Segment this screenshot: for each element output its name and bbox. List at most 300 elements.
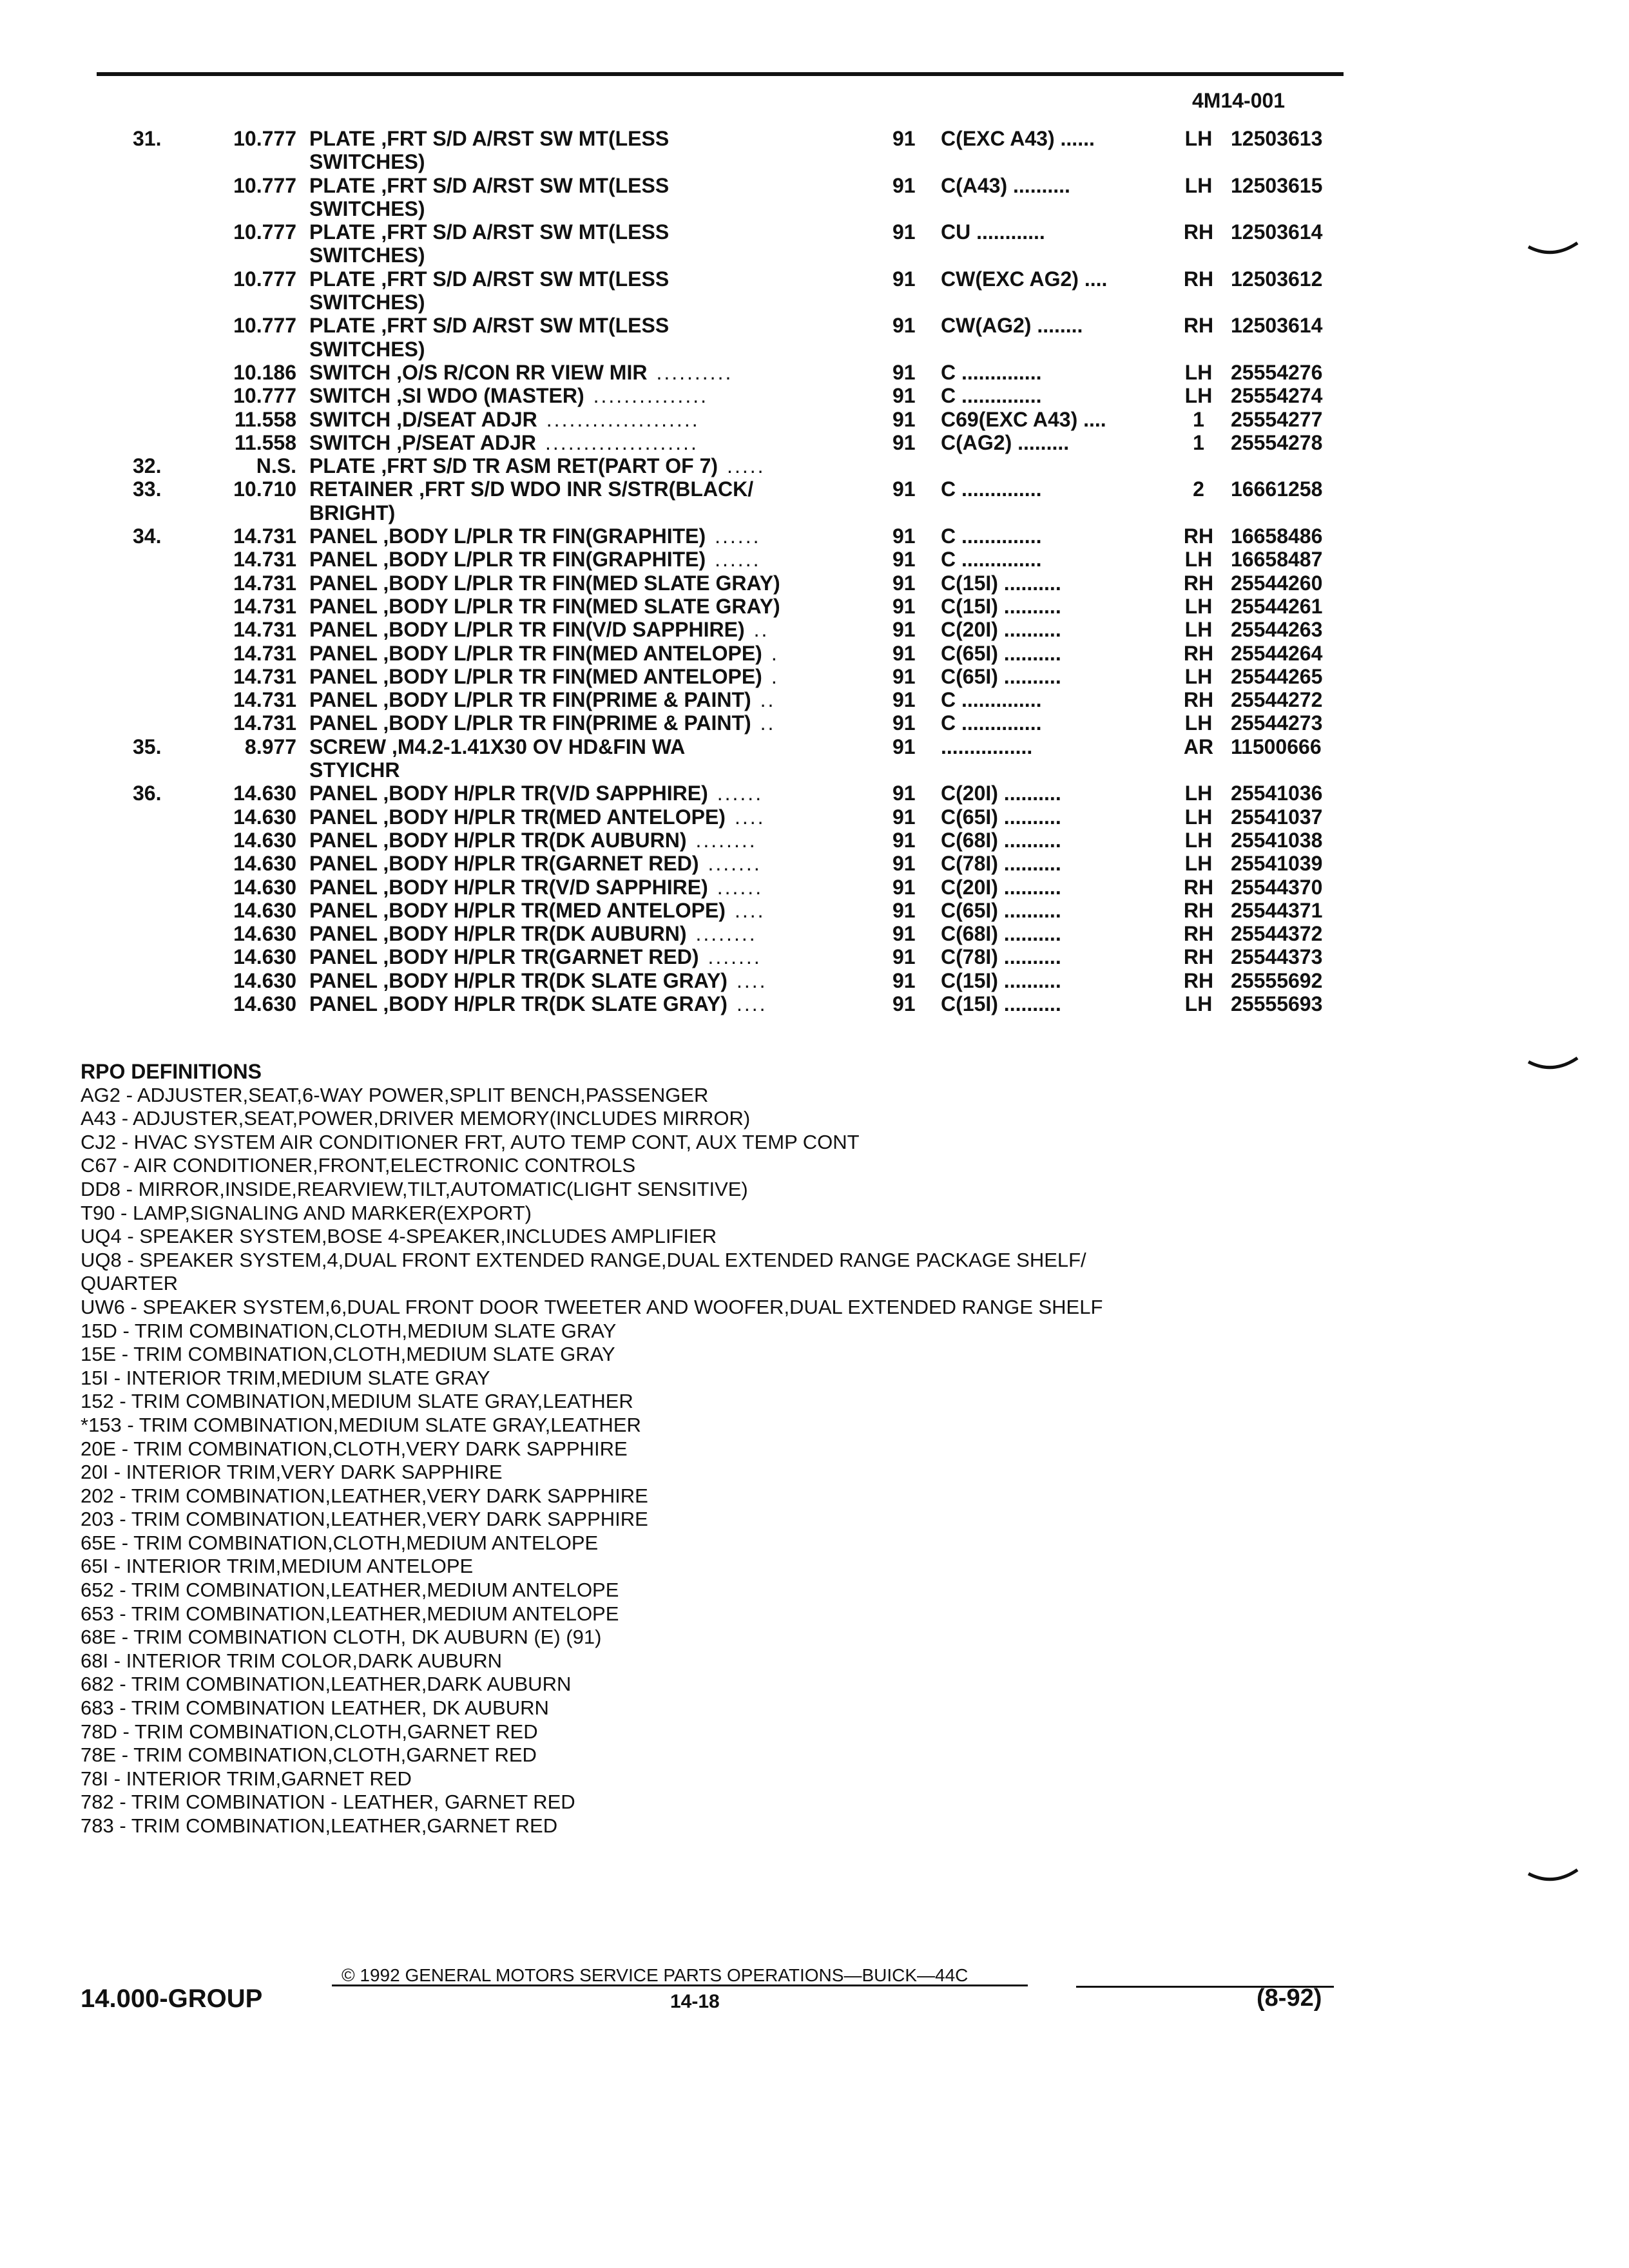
part-row [0, 291, 1629, 314]
part-application: C(78I) .......... [941, 945, 1061, 969]
part-description [309, 244, 434, 267]
part-row [0, 314, 1629, 337]
leader-dots: . [771, 664, 779, 688]
part-number: 25541038 [1231, 828, 1323, 852]
part-row [0, 127, 1629, 150]
part-year: 91 [892, 968, 916, 992]
part-ref-number: 32. [133, 454, 162, 478]
part-row [0, 852, 1629, 875]
part-year: 91 [892, 524, 916, 548]
part-row [0, 548, 1629, 571]
part-description-text: PANEL ,BODY L/PLR TR FIN(GRAPHITE) [309, 524, 706, 548]
document-code: 4M14-001 [1192, 89, 1286, 112]
part-description [309, 805, 766, 829]
part-description [309, 688, 775, 711]
part-description [309, 220, 678, 244]
leader-dots: ........ [695, 828, 757, 852]
part-group-number: 14.630 [233, 922, 296, 946]
part-group-number: 14.630 [233, 992, 296, 1015]
part-description-text: PLATE ,FRT S/D A/RST SW MT(LESS [309, 173, 670, 197]
part-description-text: PANEL ,BODY H/PLR TR(GARNET RED) [309, 945, 699, 969]
part-year: 91 [892, 127, 916, 150]
part-qty: LH [1184, 127, 1213, 150]
part-description [309, 408, 700, 431]
part-qty: LH [1184, 805, 1213, 829]
part-year: 91 [892, 711, 916, 735]
leader-dots: .. [753, 618, 769, 642]
part-year: 91 [892, 314, 916, 338]
part-group-number: 14.731 [233, 594, 296, 618]
rpo-line: 652 - TRIM COMBINATION,LEATHER,MEDIUM ANTELOPE [81, 1579, 619, 1602]
part-year: 91 [892, 430, 916, 454]
part-description [309, 338, 434, 361]
rpo-line: A43 - ADJUSTER,SEAT,POWER,DRIVER MEMORY(INCLUDES MIRROR) [81, 1107, 751, 1130]
part-description [309, 150, 434, 173]
part-description [309, 829, 757, 852]
part-description [309, 548, 760, 571]
part-description [309, 735, 694, 758]
part-qty: RH [1183, 524, 1214, 548]
part-description [309, 992, 767, 1015]
rpo-line: C67 - AIR CONDITIONER,FRONT,ELECTRONIC CONTROLS [81, 1154, 636, 1177]
part-description [309, 501, 404, 524]
part-row [0, 197, 1629, 220]
part-qty: LH [1184, 548, 1213, 572]
part-description-text: PANEL ,BODY L/PLR TR FIN(PRIME & PAINT) [309, 711, 751, 735]
part-ref-number: 35. [133, 735, 162, 758]
leader-dots: ....... [708, 945, 762, 969]
part-number: 25544272 [1231, 688, 1323, 712]
leader-dots: .... [736, 992, 767, 1015]
part-number: 16661258 [1231, 477, 1323, 501]
part-year: 91 [892, 664, 916, 688]
part-row [0, 735, 1629, 758]
part-application: ................ [941, 735, 1033, 758]
part-row [0, 361, 1629, 384]
part-application: C(EXC A43) ...... [941, 127, 1095, 150]
part-row [0, 501, 1629, 524]
part-number: 25544260 [1231, 571, 1323, 595]
part-description-text: PANEL ,BODY H/PLR TR(V/D SAPPHIRE) [309, 782, 708, 805]
rpo-line: 15I - INTERIOR TRIM,MEDIUM SLATE GRAY [81, 1366, 490, 1389]
part-row [0, 384, 1629, 407]
part-description-text: PANEL ,BODY L/PLR TR FIN(GRAPHITE) [309, 548, 706, 572]
leader-dots: ...... [717, 875, 764, 899]
part-description-text: SWITCHES) [309, 337, 425, 361]
part-qty: RH [1183, 220, 1214, 244]
part-number: 16658487 [1231, 548, 1323, 572]
part-qty: LH [1184, 384, 1213, 408]
leader-dots: ..... [727, 454, 766, 478]
footer-copyright: © 1992 GENERAL MOTORS SERVICE PARTS OPERATIONS—BUICK—44C [342, 1965, 969, 1985]
part-description-text: SWITCH ,P/SEAT ADJR [309, 430, 537, 454]
part-description [309, 711, 775, 735]
part-year: 91 [892, 688, 916, 712]
part-application: C(A43) .......... [941, 173, 1070, 197]
part-group-number: N.S. [256, 454, 296, 478]
part-description [309, 922, 757, 945]
part-application: C .............. [941, 524, 1042, 548]
leader-dots: ...... [715, 524, 761, 548]
part-number: 11500666 [1231, 735, 1322, 758]
part-row [0, 992, 1629, 1015]
leader-dots: .................... [546, 407, 700, 431]
part-description-text: PANEL ,BODY H/PLR TR(GARNET RED) [309, 852, 699, 876]
part-description [309, 876, 763, 899]
part-number: 25544370 [1231, 875, 1323, 899]
part-qty: AR [1183, 735, 1214, 758]
part-application: CW(EXC AG2) .... [941, 267, 1108, 291]
part-group-number: 8.977 [244, 735, 296, 758]
part-group-number: 10.777 [233, 220, 296, 244]
part-application: C(15I) .......... [941, 594, 1061, 618]
part-application: C .............. [941, 477, 1042, 501]
part-group-number: 14.630 [233, 852, 296, 876]
footer-group: 14.000-GROUP [81, 1984, 263, 2013]
rpo-line: 65E - TRIM COMBINATION,CLOTH,MEDIUM ANTELOPE [81, 1531, 599, 1554]
part-number: 25544373 [1231, 945, 1323, 969]
part-qty: LH [1184, 782, 1213, 805]
part-description-text: PANEL ,BODY H/PLR TR(V/D SAPPHIRE) [309, 875, 708, 899]
part-number: 12503612 [1231, 267, 1323, 291]
part-ref-number: 36. [133, 782, 162, 805]
part-row [0, 338, 1629, 361]
part-ref-number: 34. [133, 524, 162, 548]
part-group-number: 14.731 [233, 618, 296, 642]
rpo-line: 202 - TRIM COMBINATION,LEATHER,VERY DARK SAPPHIRE [81, 1484, 648, 1507]
part-group-number: 14.630 [233, 875, 296, 899]
part-application: C(78I) .......... [941, 852, 1061, 876]
part-number: 25544264 [1231, 641, 1323, 665]
part-ref-number: 33. [133, 477, 162, 501]
part-number: 16658486 [1231, 524, 1323, 548]
part-row [0, 244, 1629, 267]
part-group-number: 14.630 [233, 898, 296, 922]
leader-dots: ...... [717, 782, 764, 805]
part-group-number: 14.731 [233, 688, 296, 712]
part-row [0, 829, 1629, 852]
part-number: 25544261 [1231, 594, 1323, 618]
rpo-line: *153 - TRIM COMBINATION,MEDIUM SLATE GRAY,LEATHER [81, 1413, 641, 1436]
part-year: 91 [892, 477, 916, 501]
part-row [0, 665, 1629, 688]
part-row [0, 431, 1629, 454]
part-description [309, 945, 762, 968]
rpo-line: UQ8 - SPEAKER SYSTEM,4,DUAL FRONT EXTENDED RANGE,DUAL EXTENDED RANGE PACKAGE SHELF/ [81, 1248, 1086, 1271]
part-row [0, 618, 1629, 641]
part-application: C(65I) .......... [941, 641, 1061, 665]
part-row [0, 945, 1629, 968]
part-row [0, 782, 1629, 805]
rpo-line: 15E - TRIM COMBINATION,CLOTH,MEDIUM SLATE GRAY [81, 1343, 615, 1366]
part-number: 25544273 [1231, 711, 1323, 735]
part-group-number: 14.731 [233, 711, 296, 735]
rpo-line: 20E - TRIM COMBINATION,CLOTH,VERY DARK SAPPHIRE [81, 1437, 628, 1460]
part-qty: 2 [1193, 477, 1204, 501]
part-number: 12503614 [1231, 220, 1323, 244]
part-row [0, 805, 1629, 829]
part-description-text: SCREW ,M4.2-1.41X30 OV HD&FIN WA [309, 735, 686, 758]
part-application: C .............. [941, 360, 1042, 384]
part-qty: RH [1183, 922, 1214, 946]
parts-list [0, 127, 1629, 1015]
part-number: 25541039 [1231, 852, 1323, 876]
part-row [0, 174, 1629, 197]
leader-dots: .................... [545, 430, 699, 454]
part-year: 91 [892, 548, 916, 572]
leader-dots: ....... [708, 852, 762, 876]
rpo-line: UQ4 - SPEAKER SYSTEM,BOSE 4-SPEAKER,INCLUDES AMPLIFIER [81, 1225, 717, 1248]
part-qty: LH [1184, 594, 1213, 618]
part-group-number: 10.777 [233, 267, 296, 291]
part-description [309, 642, 779, 665]
part-application: C69(EXC A43) .... [941, 407, 1106, 431]
part-application: CU ............ [941, 220, 1045, 244]
part-description-text: SWITCHES) [309, 150, 425, 174]
part-description [309, 174, 678, 197]
part-row [0, 595, 1629, 618]
part-description [309, 618, 769, 641]
part-application: C .............. [941, 548, 1042, 572]
part-qty: LH [1184, 664, 1213, 688]
part-description-text: SWITCHES) [309, 244, 425, 267]
part-description [309, 361, 733, 384]
part-year: 91 [892, 360, 916, 384]
part-row [0, 524, 1629, 548]
part-description-text: PANEL ,BODY L/PLR TR FIN(MED ANTELOPE) [309, 664, 762, 688]
part-group-number: 10.777 [233, 173, 296, 197]
footer-date: (8-92) [1257, 1984, 1322, 2012]
part-year: 91 [892, 852, 916, 876]
part-application: CW(AG2) ........ [941, 314, 1083, 338]
part-description-text: PLATE ,FRT S/D A/RST SW MT(LESS [309, 314, 670, 338]
rpo-line: 20I - INTERIOR TRIM,VERY DARK SAPPHIRE [81, 1461, 503, 1484]
rpo-line: 68I - INTERIOR TRIM COLOR,DARK AUBURN [81, 1649, 502, 1672]
part-description [309, 595, 789, 618]
rpo-line: CJ2 - HVAC SYSTEM AIR CONDITIONER FRT, AUTO TEMP CONT, AUX TEMP CONT [81, 1130, 860, 1153]
part-application: C(AG2) ......... [941, 430, 1070, 454]
part-year: 91 [892, 173, 916, 197]
part-year: 91 [892, 220, 916, 244]
part-number: 25555692 [1231, 968, 1323, 992]
rpo-line: 152 - TRIM COMBINATION,MEDIUM SLATE GRAY,LEATHER [81, 1390, 633, 1413]
rpo-line: 782 - TRIM COMBINATION - LEATHER, GARNET RED [81, 1791, 575, 1814]
part-row [0, 969, 1629, 992]
part-year: 91 [892, 805, 916, 829]
part-group-number: 14.731 [233, 641, 296, 665]
rpo-line: 78E - TRIM COMBINATION,CLOTH,GARNET RED [81, 1744, 537, 1767]
part-qty: RH [1183, 898, 1214, 922]
part-description [309, 665, 779, 688]
part-year: 91 [892, 782, 916, 805]
part-group-number: 10.777 [233, 127, 296, 150]
part-row [0, 220, 1629, 244]
rpo-lines [81, 1084, 1103, 1838]
binding-mark-icon [1527, 1057, 1579, 1070]
part-year: 91 [892, 898, 916, 922]
part-group-number: 10.186 [233, 360, 296, 384]
part-description [309, 477, 762, 501]
binding-mark-icon [1527, 1869, 1579, 1881]
leader-dots: ............... [593, 384, 708, 408]
part-year: 91 [892, 267, 916, 291]
rpo-line: 682 - TRIM COMBINATION,LEATHER,DARK AUBURN [81, 1673, 572, 1696]
part-qty: RH [1183, 571, 1214, 595]
part-group-number: 14.630 [233, 968, 296, 992]
rpo-definitions [81, 1060, 1103, 1838]
part-group-number: 14.630 [233, 805, 296, 829]
part-application: C(20I) .......... [941, 618, 1061, 642]
part-year: 91 [892, 875, 916, 899]
rpo-line: T90 - LAMP,SIGNALING AND MARKER(EXPORT) [81, 1201, 532, 1224]
part-description-text: PLATE ,FRT S/D A/RST SW MT(LESS [309, 127, 670, 150]
part-application: C(20I) .......... [941, 875, 1061, 899]
part-ref-number: 31. [133, 127, 162, 150]
part-row [0, 477, 1629, 501]
part-qty: RH [1183, 641, 1214, 665]
part-row [0, 150, 1629, 173]
part-description-text: PLATE ,FRT S/D TR ASM RET(PART OF 7) [309, 454, 718, 478]
part-description [309, 852, 762, 875]
part-group-number: 10.777 [233, 384, 296, 408]
part-group-number: 14.731 [233, 548, 296, 572]
part-year: 91 [892, 384, 916, 408]
part-description-text: PANEL ,BODY H/PLR TR(MED ANTELOPE) [309, 898, 726, 922]
part-application: C .............. [941, 688, 1042, 712]
part-description [309, 572, 789, 595]
part-number: 12503615 [1231, 173, 1323, 197]
part-number: 25554277 [1231, 407, 1323, 431]
part-description-text: SWITCH ,O/S R/CON RR VIEW MIR [309, 360, 648, 384]
part-year: 91 [892, 735, 916, 758]
part-year: 91 [892, 945, 916, 969]
part-application: C(65I) .......... [941, 805, 1061, 829]
rpo-line: UW6 - SPEAKER SYSTEM,6,DUAL FRONT DOOR TWEETER AND WOOFER,DUAL EXTENDED RANGE SHELF [81, 1295, 1103, 1318]
part-description [309, 267, 678, 291]
part-description-text: PANEL ,BODY H/PLR TR(DK AUBURN) [309, 828, 687, 852]
part-number: 25541037 [1231, 805, 1323, 829]
rpo-line: 68E - TRIM COMBINATION CLOTH, DK AUBURN (E) (91) [81, 1626, 602, 1649]
part-description-text: PANEL ,BODY H/PLR TR(DK SLATE GRAY) [309, 968, 728, 992]
part-group-number: 10.710 [233, 477, 296, 501]
part-application: C .............. [941, 711, 1042, 735]
part-group-number: 14.630 [233, 782, 296, 805]
part-row [0, 711, 1629, 735]
part-year: 91 [892, 922, 916, 946]
rpo-line: QUARTER [81, 1272, 178, 1295]
footer-page-number: 14-18 [670, 1991, 720, 2012]
part-year: 91 [892, 828, 916, 852]
part-qty: LH [1184, 852, 1213, 876]
part-description-text: PANEL ,BODY H/PLR TR(MED ANTELOPE) [309, 805, 726, 829]
rpo-line: 78D - TRIM COMBINATION,CLOTH,GARNET RED [81, 1720, 538, 1743]
part-row [0, 899, 1629, 922]
rpo-line: AG2 - ADJUSTER,SEAT,6-WAY POWER,SPLIT BENCH,PASSENGER [81, 1083, 709, 1106]
part-application: C(68I) .......... [941, 922, 1061, 946]
part-description [309, 524, 760, 548]
part-qty: RH [1183, 267, 1214, 291]
rpo-line: 203 - TRIM COMBINATION,LEATHER,VERY DARK SAPPHIRE [81, 1508, 648, 1531]
rpo-line: DD8 - MIRROR,INSIDE,REARVIEW,TILT,AUTOMATIC(LIGHT SENSITIVE) [81, 1177, 748, 1200]
leader-dots: .... [734, 898, 766, 922]
leader-dots: ...... [715, 548, 761, 572]
part-number: 25554276 [1231, 360, 1323, 384]
part-qty: RH [1183, 968, 1214, 992]
part-description-text: PANEL ,BODY L/PLR TR FIN(MED ANTELOPE) [309, 641, 762, 665]
part-description-text: PLATE ,FRT S/D A/RST SW MT(LESS [309, 267, 670, 291]
rpo-line: 15D - TRIM COMBINATION,CLOTH,MEDIUM SLATE GRAY [81, 1319, 617, 1342]
part-description [309, 384, 708, 407]
leader-dots: . [771, 641, 779, 665]
part-row [0, 922, 1629, 945]
part-number: 25544372 [1231, 922, 1323, 946]
part-year: 91 [892, 594, 916, 618]
leader-dots: .......... [656, 360, 733, 384]
part-group-number: 11.558 [234, 407, 296, 431]
rpo-heading: RPO DEFINITIONS [81, 1060, 262, 1083]
part-description [309, 782, 763, 805]
part-application: C(68I) .......... [941, 828, 1061, 852]
part-description-text: PANEL ,BODY L/PLR TR FIN(V/D SAPPHIRE) [309, 618, 745, 642]
part-description [309, 197, 434, 220]
part-qty: LH [1184, 360, 1213, 384]
part-description-text: PANEL ,BODY L/PLR TR FIN(MED SLATE GRAY) [309, 571, 780, 595]
part-row [0, 758, 1629, 782]
part-application: C(15I) .......... [941, 571, 1061, 595]
part-application: C(65I) .......... [941, 898, 1061, 922]
leader-dots: .. [760, 711, 776, 735]
part-application: C(65I) .......... [941, 664, 1061, 688]
part-qty: LH [1184, 828, 1213, 852]
rpo-line: 683 - TRIM COMBINATION LEATHER, DK AUBURN [81, 1696, 549, 1720]
part-description-text: SWITCHES) [309, 291, 425, 314]
part-description [309, 899, 766, 922]
part-qty: RH [1183, 688, 1214, 712]
part-row [0, 642, 1629, 665]
part-qty: 1 [1193, 407, 1204, 431]
part-description-text: PANEL ,BODY L/PLR TR FIN(PRIME & PAINT) [309, 688, 751, 712]
part-application: C(15I) .......... [941, 968, 1061, 992]
part-group-number: 10.777 [233, 314, 296, 338]
part-description [309, 127, 678, 150]
part-application: C(20I) .......... [941, 782, 1061, 805]
top-rule [97, 72, 1344, 76]
part-row [0, 454, 1629, 477]
part-application: C(15I) .......... [941, 992, 1061, 1015]
part-row [0, 876, 1629, 899]
part-year: 91 [892, 992, 916, 1015]
part-number: 25541036 [1231, 782, 1323, 805]
part-description-text: SWITCH ,D/SEAT ADJR [309, 407, 537, 431]
part-description-text: SWITCHES) [309, 197, 425, 220]
part-description-text: RETAINER ,FRT S/D WDO INR S/STR(BLACK/ [309, 477, 754, 501]
part-description-text: SWITCH ,SI WDO (MASTER) [309, 384, 584, 408]
leader-dots: ........ [695, 922, 757, 946]
part-row [0, 267, 1629, 291]
part-group-number: 14.630 [233, 828, 296, 852]
rpo-line: 653 - TRIM COMBINATION,LEATHER,MEDIUM ANTELOPE [81, 1602, 619, 1625]
part-qty: RH [1183, 314, 1214, 338]
part-number: 25554278 [1231, 430, 1323, 454]
part-description-text: PANEL ,BODY L/PLR TR FIN(MED SLATE GRAY) [309, 594, 780, 618]
part-application: C .............. [941, 384, 1042, 408]
part-row [0, 572, 1629, 595]
part-description-text: PANEL ,BODY H/PLR TR(DK AUBURN) [309, 922, 687, 946]
part-number: 25555693 [1231, 992, 1323, 1015]
part-description-text: STYICHR [309, 758, 400, 782]
part-row [0, 688, 1629, 711]
part-qty: LH [1184, 992, 1213, 1015]
